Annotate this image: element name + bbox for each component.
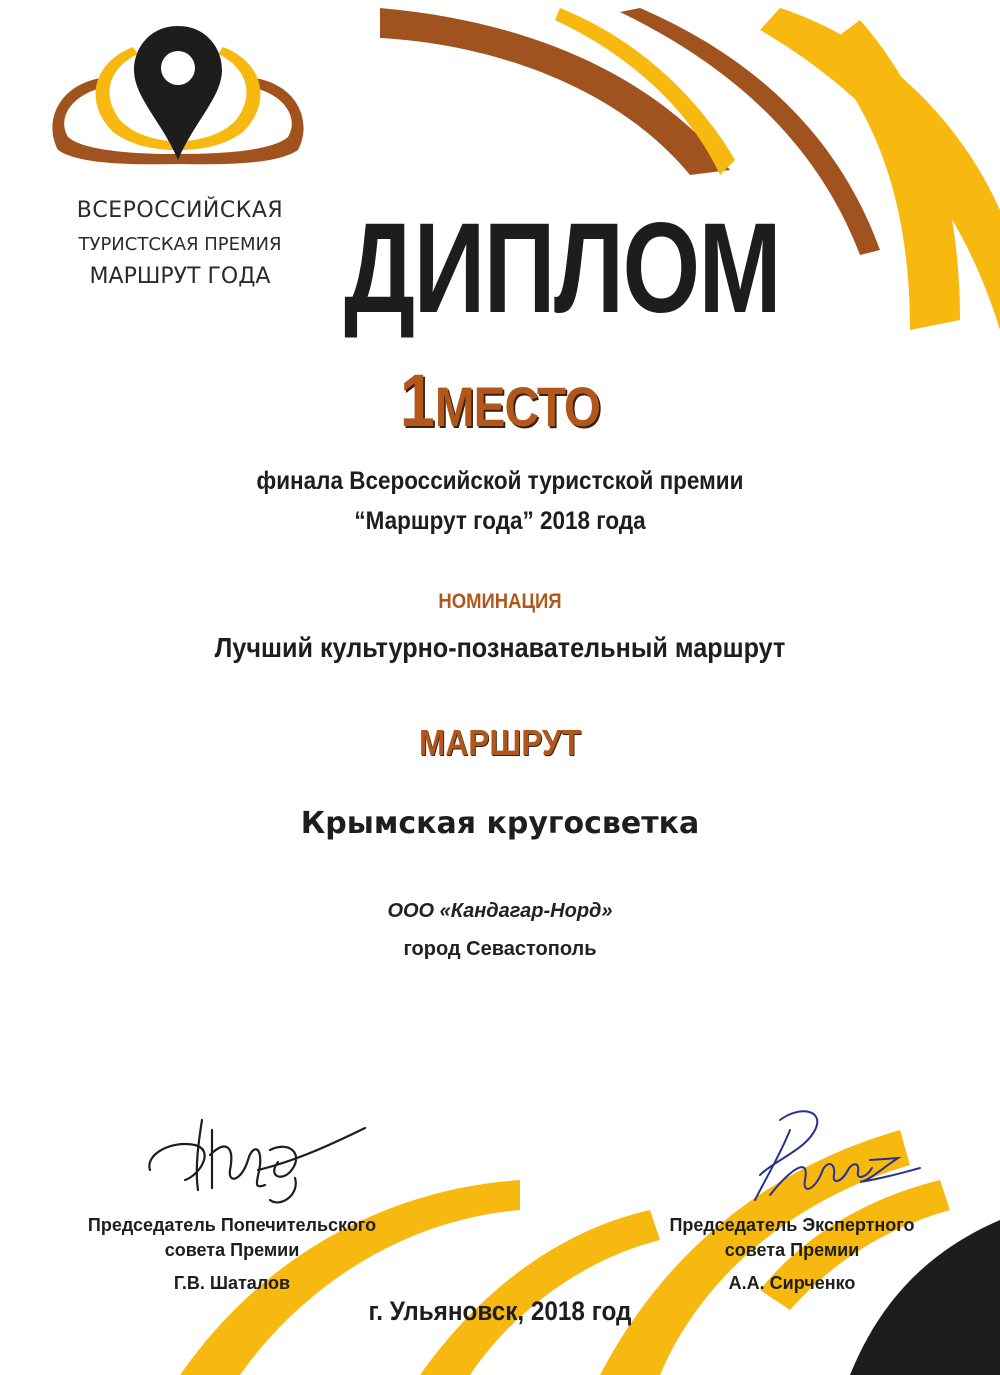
nomination-value: Лучший культурно-познавательный маршрут bbox=[214, 632, 786, 663]
city-name: город Севастополь bbox=[403, 938, 597, 960]
right-signature bbox=[730, 1100, 930, 1210]
route-label: МАРШРУТ bbox=[418, 722, 582, 763]
top-gold-arc-small bbox=[555, 8, 735, 175]
right-signatory-title-1: Председатель Экспертного bbox=[669, 1215, 915, 1235]
diploma-title: ДИПЛОМ bbox=[344, 197, 781, 340]
right-signatory-name: А.А. Сирченко bbox=[728, 1273, 856, 1293]
company-name: ООО «Кандагар-Норд» bbox=[387, 900, 613, 922]
subtitle-line-2: “Маршрут года” 2018 года bbox=[354, 507, 646, 535]
route-name: Крымская кругосветка bbox=[300, 806, 700, 841]
left-signatory-name: Г.В. Шаталов bbox=[173, 1273, 291, 1293]
logo-line-1: ВСЕРОССИЙСКАЯ bbox=[76, 198, 284, 223]
logo-line-3: МАРШРУТ ГОДА bbox=[89, 264, 271, 289]
footer-place-date: г. Ульяновск, 2018 год bbox=[368, 1296, 632, 1326]
left-signatory bbox=[72, 1213, 392, 1296]
left-signatory-title-1: Председатель Попечительского bbox=[87, 1215, 377, 1235]
logo-line-2: ТУРИСТСКАЯ ПРЕМИЯ bbox=[78, 234, 282, 255]
place-heading bbox=[330, 358, 670, 443]
subtitle-line-1: финала Всероссийской туристской премии bbox=[256, 467, 744, 495]
award-logo bbox=[38, 22, 318, 172]
place-number: 1 bbox=[399, 359, 435, 442]
nomination-label: НОМИНАЦИЯ bbox=[438, 590, 562, 613]
left-signatory-title-2: совета Премии bbox=[164, 1240, 300, 1260]
right-signatory-title-2: совета Премии bbox=[724, 1240, 860, 1260]
right-signatory bbox=[632, 1213, 952, 1296]
left-signature bbox=[140, 1100, 370, 1210]
place-word: МЕСТО bbox=[434, 375, 601, 438]
